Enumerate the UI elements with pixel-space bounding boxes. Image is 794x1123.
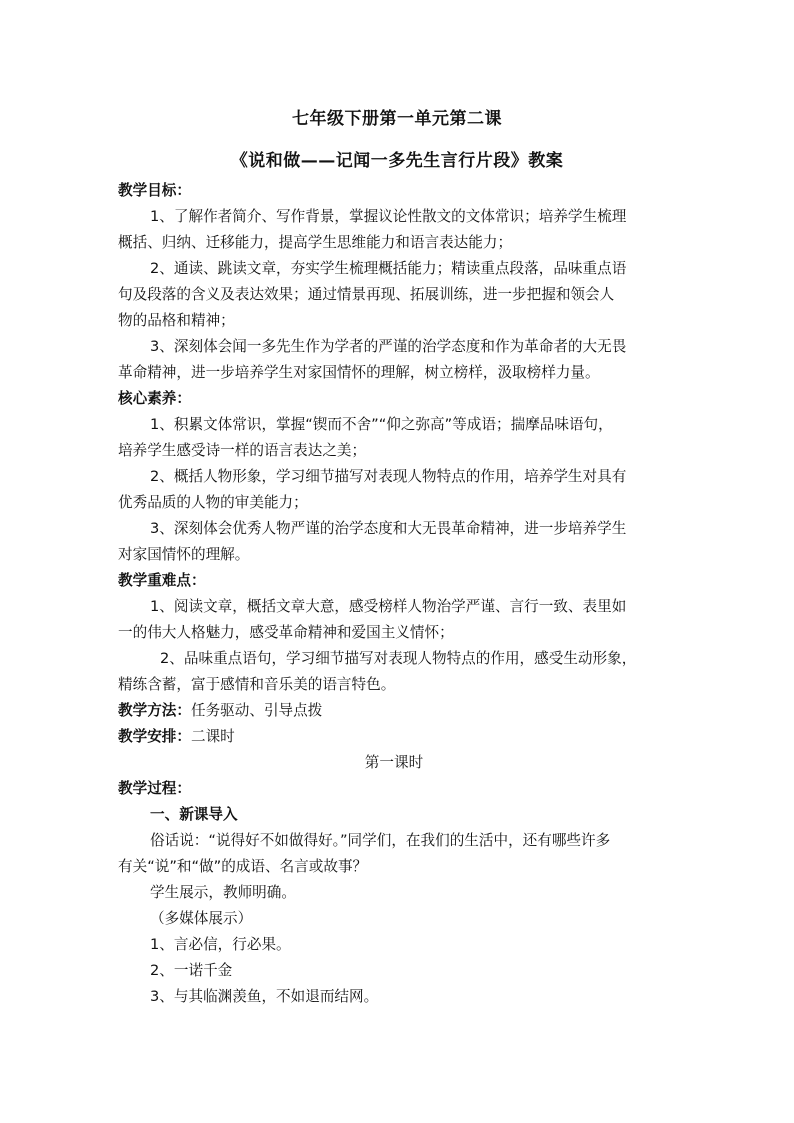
doc-title-line2: 《说和做——记闻一多先生言行片段》教案: [230, 151, 564, 171]
literacy-2-line-1: 2、概括人物形象，学习细节描写对表现人物特点的作用，培养学生对具有: [150, 468, 627, 485]
doc-title-line1: 七年级下册第一单元第二课: [292, 109, 502, 129]
keypoint-2-line-2: 精练含蓄，富于感情和音乐美的语言特色。: [118, 676, 396, 693]
lesson-heading: 第一课时: [364, 754, 424, 771]
objective-2-line-2: 句及段落的含义及表达效果；通过情景再现、拓展训练，进一步把握和领会人: [118, 286, 615, 303]
keypoint-1-line-1: 1、阅读文章，概括文章大意，感受榜样人物治学严谨、言行一致、表里如: [150, 598, 627, 615]
method-value: 任务驱动、引导点拨: [190, 702, 323, 719]
students-show-line: 学生展示，教师明确。: [150, 884, 296, 901]
section-1-heading: 一、新课导入: [150, 806, 238, 823]
literacy-1-line-2: 培养学生感受诗一样的语言表达之美；: [118, 442, 367, 459]
objective-3-line-1: 3、深刻体会闻一多先生作为学者的严谨的治学态度和作为革命者的大无畏: [150, 338, 627, 355]
schedule-label: 教学安排：: [118, 728, 191, 745]
keypoint-2-line-1: 2、品味重点语句，学习细节描写对表现人物特点的作用，感受生动形象，: [160, 650, 637, 667]
intro-line-1: 俗话说：“说得好不如做得好。”同学们，在我们的生活中，还有哪些许多: [150, 832, 611, 849]
doc-body: [118, 178, 688, 1010]
list-item-2: 2、一诺千金: [150, 962, 233, 979]
literacy-1-line-1: 1、积累文体常识，掌握“锲而不舍”“仰之弥高”等成语；揣摩品味语句，: [150, 416, 613, 433]
objective-1-line-2: 概括、归纳、迁移能力，提高学生思维能力和语言表达能力；: [118, 234, 513, 251]
list-item-3: 3、与其临渊羡鱼，不如退而结网。: [150, 988, 379, 1005]
literacy-2-line-2: 优秀品质的人物的审美能力；: [118, 494, 308, 511]
multimedia-note: （多媒体展示）: [150, 910, 253, 927]
keypoints-heading: 教学重难点：: [118, 572, 206, 589]
objective-3-line-2: 革命精神，进一步培养学生对家国情怀的理解，树立榜样，汲取榜样力量。: [118, 364, 600, 381]
process-heading: 教学过程：: [118, 780, 191, 797]
intro-line-2: 有关“说”和“做”的成语、名言或故事？: [118, 858, 368, 875]
schedule-row: [118, 724, 688, 750]
literacy-3-line-2: 对家国情怀的理解。: [118, 546, 250, 563]
literacy-heading: 核心素养：: [118, 390, 191, 407]
keypoint-1-line-2: 一的伟大人格魅力，感受革命精神和爱国主义情怀；: [118, 624, 454, 641]
method-label: 教学方法：: [118, 702, 191, 719]
schedule-value: 二课时: [190, 728, 235, 745]
method-row: [118, 698, 688, 724]
objective-1-line-1: 1、了解作者简介、写作背景，掌握议论性散文的文体常识；培养学生梳理: [150, 208, 627, 225]
objective-2-line-1: 2、通读、跳读文章，夯实学生梳理概括能力；精读重点段落，品味重点语: [150, 260, 627, 277]
objectives-heading: 教学目标：: [118, 182, 191, 199]
literacy-3-line-1: 3、深刻体会优秀人物严谨的治学态度和大无畏革命精神，进一步培养学生: [150, 520, 627, 537]
objective-2-line-3: 物的品格和精神；: [118, 312, 235, 329]
list-item-1: 1、言必信，行必果。: [150, 936, 291, 953]
